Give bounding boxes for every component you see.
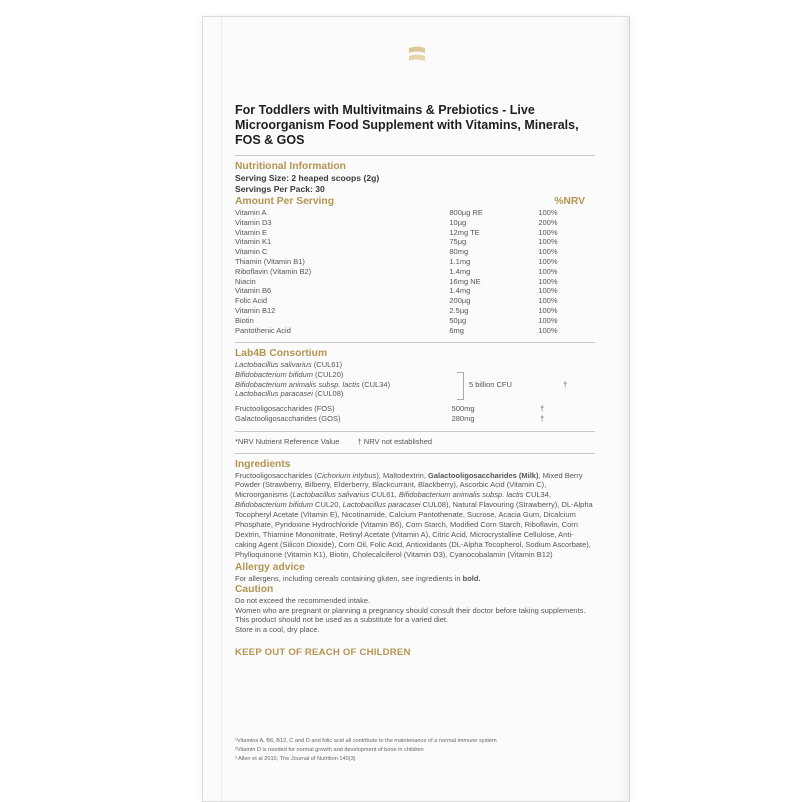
caution-line: Store in a cool, dry place. [235, 625, 320, 635]
caution-list [235, 596, 595, 636]
ingredients-part: ), Maltodextrin, [376, 470, 428, 480]
ingredients-part: CUL20, [312, 500, 343, 510]
vitamin-row [235, 247, 595, 257]
nrv-note-2: † NRV not established [357, 436, 433, 446]
vitamin-row [235, 306, 595, 316]
ingredients-part: CUL61, [369, 490, 399, 500]
ingredients-part: CUL08), Natural Flavouring (Strawberry), DL-Alpha Tocopheryl Acetate (Vitamin E), Nicotinamide, Calcium Pantothenate, Sucrose, Acacia Gum, Dicalcium Phosphate, Pyridoxine Hydrochloride (Vitamin B6), Corn Starch, Modified Corn Starch, Riboflavin, Corn Dextrin, Thiamine Mononitrate, Retinyl Acetate (Vitamin A), Citric Acid, Microcrystalline Cellulose, Anti-caking Agent (Silicon Dioxide), Corn Oil, Folic Acid, Antioxidants (DL-Alpha Tocopherol, Sodium Ascorbate), Phylloquinone (Vitamin K1), Biotin, Cholecalciferol (Vitamin D3), Cyanocobalamin (Vitamin B12) [235, 500, 593, 559]
vitamin-amount: 6mg [449, 325, 464, 335]
vitamin-table [235, 208, 595, 335]
vitamin-amount: 80mg [449, 247, 469, 257]
vitamin-name: Riboflavin (Vitamin B2) [235, 266, 312, 276]
caution-line: Women who are pregnant or planning a pregnancy should consult their doctor before taking supplements. [235, 605, 586, 615]
strain-code: (CUL20) [312, 369, 344, 379]
ingredients-text [235, 471, 595, 560]
fibre-name: Fructooligosaccharides (FOS) [235, 404, 335, 414]
ingredients-heading: Ingredients [235, 458, 291, 470]
brand-logo-icon [406, 44, 428, 66]
vitamin-row [235, 326, 595, 336]
servings-per-pack: Servings Per Pack: 30 [235, 183, 325, 194]
fibre-row [235, 414, 595, 424]
ingredients-part-italic: Lactobacillus salivarius [292, 490, 370, 500]
footnote: ²Vitamin D is needed for normal growth and development of bone in children [235, 747, 424, 753]
strain-item [235, 370, 390, 380]
vitamin-name: Vitamin A [235, 208, 267, 217]
strain-code: (CUL61) [311, 360, 343, 370]
vitamin-row [235, 267, 595, 277]
vitamin-name: Vitamin C [235, 247, 268, 257]
vitamin-nrv: 100% [538, 325, 558, 335]
product-title: For Toddlers with Multivitmains & Prebiotics - Live Microorganism Food Supplement with Vitamins, Minerals, FOS & GOS [235, 103, 579, 147]
vitamin-row [235, 228, 595, 238]
footnotes [235, 737, 605, 764]
strain-species: Bifidobacterium bifidum [235, 369, 313, 379]
strain-item [235, 380, 390, 390]
vitamin-amount: 200µg [449, 296, 471, 306]
amount-header-row [235, 196, 595, 208]
vitamin-row [235, 208, 595, 218]
strain-species: Lactobacillus salivarius [235, 360, 312, 370]
label-content [235, 103, 595, 658]
vitamin-row [235, 257, 595, 267]
vitamin-nrv: 100% [538, 276, 558, 286]
vitamin-nrv: 100% [538, 227, 558, 237]
vitamin-nrv: 100% [538, 208, 558, 217]
ingredients-allergen: Galactooligosaccharides (Milk) [428, 470, 539, 480]
vitamin-row [235, 296, 595, 306]
strain-item [235, 360, 390, 370]
fibre-table [235, 404, 595, 424]
vitamin-row [235, 237, 595, 247]
amount-heading: Amount Per Serving [235, 196, 334, 207]
vitamin-nrv: 100% [538, 315, 558, 325]
vitamin-nrv: 200% [538, 217, 558, 227]
strain-item [235, 389, 390, 399]
footnote: ³ Allen et al 2010, The Journal of Nutrition 140(3) [235, 756, 356, 762]
vitamin-nrv: 100% [538, 266, 558, 276]
serving-size: Serving Size: 2 heaped scoops (2g) [235, 173, 380, 183]
vitamin-row [235, 316, 595, 326]
strain-list [235, 360, 390, 398]
nrv-heading: %NRV [554, 196, 585, 207]
fibre-amount: 500mg [451, 404, 475, 414]
vitamin-name: Folic Acid [235, 296, 268, 306]
fibre-row [235, 404, 595, 414]
vitamin-nrv: 100% [538, 247, 558, 257]
vitamin-amount: 1.4mg [449, 266, 471, 276]
divider [235, 155, 595, 156]
vitamin-name: Thiamin (Vitamin B1) [235, 256, 305, 266]
divider [235, 431, 595, 432]
caution-heading: Caution [235, 583, 274, 595]
vitamin-nrv: 100% [538, 256, 558, 266]
ingredients-part: Fructooligosaccharides ( [235, 470, 317, 480]
vitamin-amount: 16mg NE [449, 276, 481, 286]
vitamin-name: Vitamin D3 [235, 217, 272, 227]
vitamin-name: Vitamin E [235, 227, 267, 237]
vitamin-amount: 10µg [449, 217, 467, 227]
vitamin-amount: 1.4mg [449, 286, 471, 296]
strain-code: (CUL34) [359, 379, 391, 389]
cfu-amount: 5 billion CFU [469, 380, 512, 390]
vitamin-name: Biotin [235, 315, 254, 325]
nrv-notes [235, 437, 595, 447]
allergy-text [235, 574, 595, 584]
vitamin-name: Pantothenic Acid [235, 325, 291, 335]
ingredients-part-italic: Bifidobacterium bifidum [235, 500, 313, 510]
strain-species: Lactobacillus paracasei [235, 389, 313, 399]
ingredients-part: CUL34, [523, 490, 551, 500]
vitamin-nrv: 100% [538, 305, 558, 315]
ingredients-part-italic: Cichorium intybus [316, 470, 377, 480]
lab4b-heading: Lab4B Consortium [235, 348, 328, 360]
vitamin-amount: 800µg RE [449, 208, 483, 217]
fibre-nrv: † [540, 404, 545, 414]
box-fold-line [221, 17, 222, 801]
vitamin-row [235, 277, 595, 287]
vitamin-amount: 75µg [449, 237, 467, 247]
vitamin-nrv: 100% [538, 237, 558, 247]
strain-brace [457, 372, 464, 400]
footnote: ¹Vitamins A, B6, B12, C and D and folic acid all contribute to the maintenance of a normal immune system [235, 738, 497, 744]
vitamin-name: Vitamin K1 [235, 237, 272, 247]
nutrition-heading: Nutritional Information [235, 161, 346, 172]
fibre-amount: 280mg [451, 414, 475, 424]
vitamin-nrv: 100% [538, 286, 558, 296]
product-box [202, 16, 630, 802]
allergy-bold: bold. [462, 573, 481, 583]
lab4b-block [235, 360, 595, 400]
ingredients-part-italic: Lactobacillus paracasei [342, 500, 421, 510]
vitamin-name: Niacin [235, 276, 256, 286]
divider [235, 453, 595, 454]
box-shadow [620, 17, 630, 801]
strain-code: (CUL08) [312, 389, 344, 399]
fibre-name: Galactooligosaccharides (GOS) [235, 414, 341, 424]
vitamin-amount: 2.5µg [449, 305, 469, 315]
allergy-heading: Allergy advice [235, 561, 305, 573]
vitamin-name: Vitamin B12 [235, 305, 276, 315]
vitamin-row [235, 286, 595, 296]
strain-species: Bifidobacterium animalis subsp. lactis [235, 379, 360, 389]
vitamin-name: Vitamin B6 [235, 286, 272, 296]
ingredients-part-italic: Bifidobacterium animalis subsp. lactis [398, 490, 524, 500]
ingredients-part: , Mixed Berry Powder (Strawberry, Bilberry, Elderberry, Blackcurrant, Blackberry), Ascorbic Acid (Vitamin C), Microorganisms ( [235, 470, 583, 500]
nrv-note-1: *NRV Nutrient Reference Value [235, 436, 340, 446]
keep-out-warning: KEEP OUT OF REACH OF CHILDREN [235, 647, 411, 659]
caution-line: This product should not be used as a substitute for a varied diet. [235, 615, 449, 625]
fibre-nrv: † [540, 414, 545, 424]
allergy-body: For allergens, including cereals containing gluten, see ingredients in [235, 573, 463, 583]
vitamin-amount: 50µg [449, 315, 467, 325]
divider [235, 342, 595, 343]
caution-line: Do not exceed the recommended intake. [235, 595, 371, 605]
vitamin-row [235, 218, 595, 228]
cfu-nrv: † [563, 380, 568, 390]
vitamin-amount: 1.1mg [449, 256, 471, 266]
vitamin-nrv: 100% [538, 296, 558, 306]
vitamin-amount: 12mg TE [449, 227, 480, 237]
